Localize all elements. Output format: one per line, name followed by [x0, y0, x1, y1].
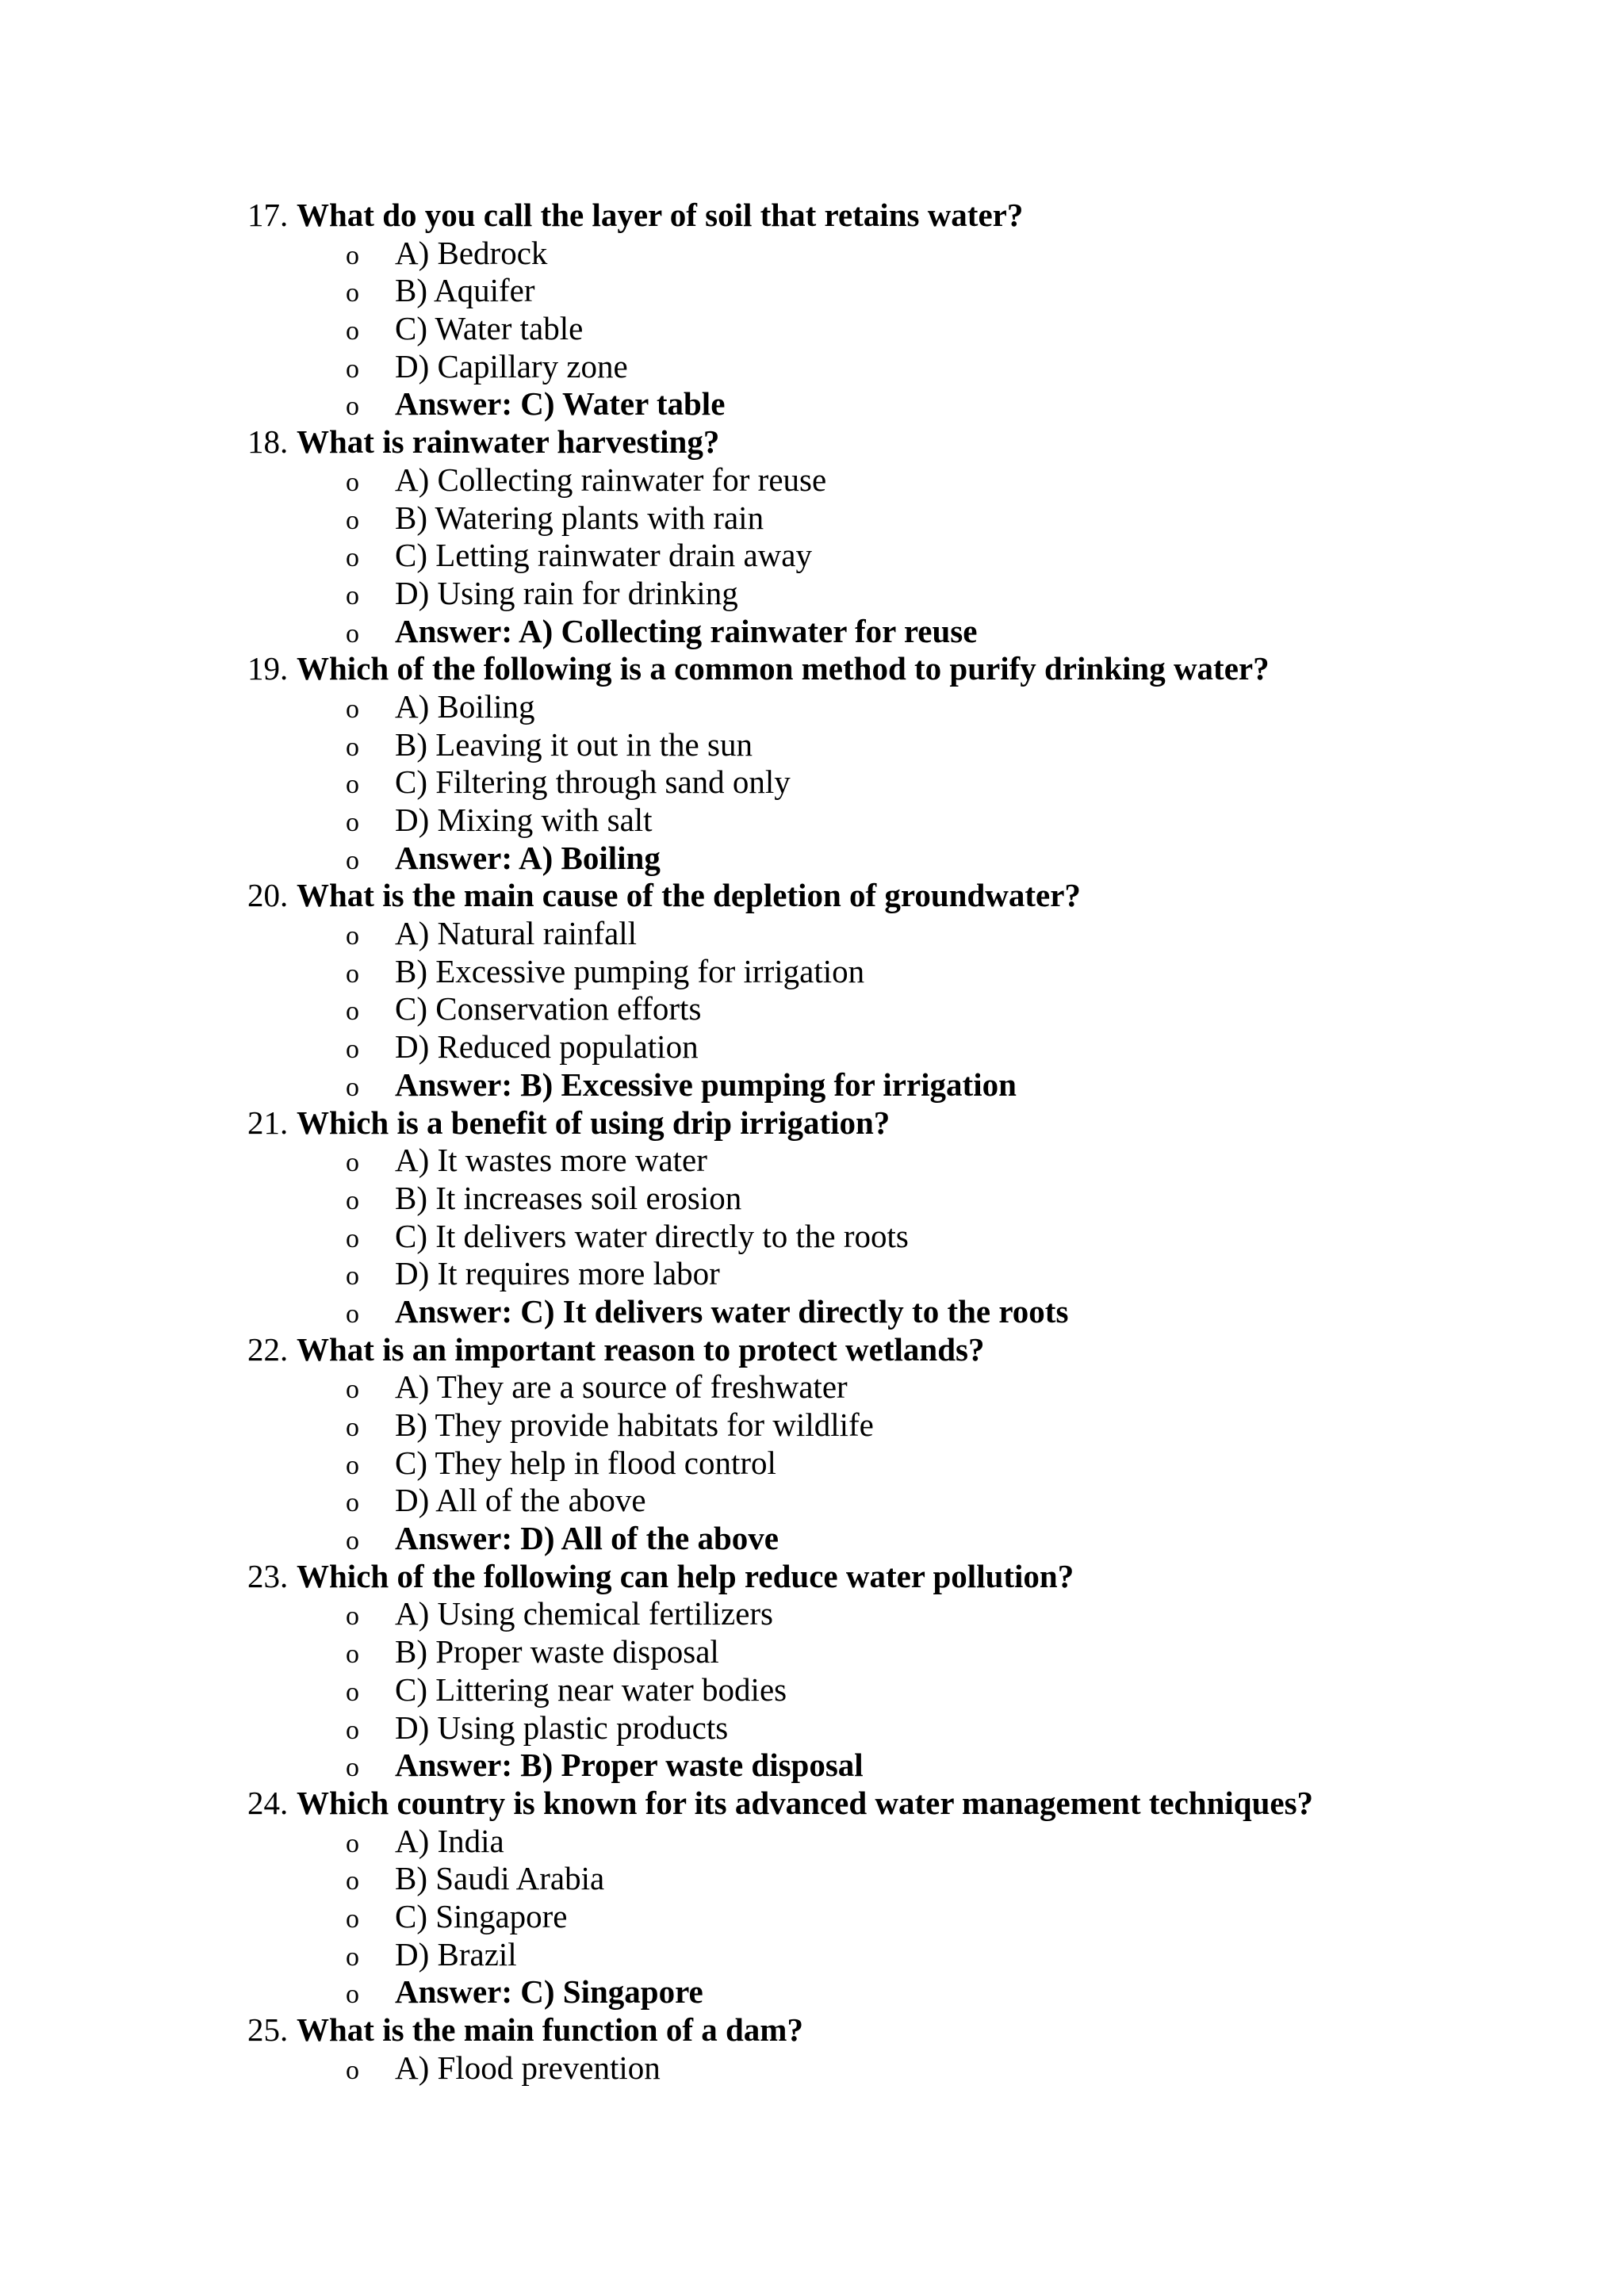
option-item: [247, 499, 1484, 538]
bullet-icon: o: [346, 1640, 359, 1670]
question-line: [247, 1331, 1484, 1369]
bullet-icon: o: [346, 1601, 359, 1632]
bullet-icon: o: [346, 770, 359, 800]
option-text: B) Aquifer: [395, 272, 535, 309]
question-block: [247, 877, 1484, 1104]
question-block: [247, 1104, 1484, 1331]
bullet-icon: o: [346, 1185, 359, 1215]
option-item: [247, 537, 1484, 575]
question-number: 18.: [247, 423, 289, 461]
option-item: [247, 802, 1484, 840]
question-number: 22.: [247, 1330, 289, 1368]
bullet-icon: o: [346, 392, 359, 422]
option-text: C) Water table: [395, 310, 584, 347]
option-item: [247, 1406, 1484, 1445]
question-block: [247, 1331, 1484, 1558]
option-item: [247, 2049, 1484, 2087]
option-text: B) Excessive pumping for irrigation: [395, 952, 865, 989]
question-list: [247, 197, 1484, 2087]
bullet-icon: o: [346, 1450, 359, 1480]
question-block: [247, 650, 1484, 877]
bullet-icon: o: [346, 808, 359, 837]
bullet-icon: o: [346, 1904, 359, 1934]
option-item: [247, 1709, 1484, 1747]
bullet-icon: o: [346, 278, 359, 308]
answer-text: Answer: C) Water table: [395, 385, 726, 423]
option-item: [247, 1445, 1484, 1483]
bullet-icon: o: [346, 732, 359, 762]
question-number: 21.: [247, 1104, 289, 1141]
bullet-icon: o: [346, 2055, 359, 2085]
option-text: D) Using rain for drinking: [395, 574, 738, 611]
option-text: A) It wastes more water: [395, 1142, 707, 1179]
option-text: C) Singapore: [395, 1897, 568, 1934]
option-text: D) Capillary zone: [395, 347, 628, 385]
option-text: B) Saudi Arabia: [395, 1860, 605, 1897]
question-number: 19.: [247, 650, 289, 687]
option-item: [247, 1255, 1484, 1293]
question-text: What do you call the layer of soil that retains water?: [297, 197, 1024, 233]
bullet-icon: o: [346, 467, 359, 497]
option-item: [247, 915, 1484, 953]
option-text: D) Using plastic products: [395, 1709, 729, 1746]
answer-item: [247, 1066, 1484, 1104]
bullet-icon: o: [346, 1753, 359, 1783]
bullet-icon: o: [346, 240, 359, 270]
question-line: [247, 1785, 1484, 1823]
option-text: C) Conservation efforts: [395, 990, 702, 1027]
question-block: [247, 2011, 1484, 2087]
option-text: D) All of the above: [395, 1482, 646, 1519]
question-text: Which country is known for its advanced water management techniques?: [297, 1784, 1314, 1821]
option-text: A) They are a source of freshwater: [395, 1368, 848, 1406]
answer-text: Answer: B) Excessive pumping for irrigation: [395, 1066, 1017, 1103]
option-item: [247, 1028, 1484, 1066]
question-text: What is the main function of a dam?: [297, 2011, 803, 2048]
question-block: [247, 1558, 1484, 1785]
question-line: [247, 1104, 1484, 1142]
question-number: 17.: [247, 197, 289, 233]
option-text: D) Mixing with salt: [395, 802, 653, 838]
option-item: [247, 575, 1484, 613]
answer-text: Answer: C) Singapore: [395, 1973, 703, 2011]
question-number: 24.: [247, 1784, 289, 1821]
bullet-icon: o: [346, 1072, 359, 1102]
option-item: [247, 348, 1484, 386]
question-block: [247, 423, 1484, 650]
answer-text: Answer: C) It delivers water directly to the roots: [395, 1292, 1069, 1330]
question-line: [247, 423, 1484, 461]
option-text: A) Boiling: [395, 687, 535, 725]
question-line: [247, 877, 1484, 915]
option-text: B) Leaving it out in the sun: [395, 725, 753, 763]
question-number: 20.: [247, 877, 289, 914]
answer-text: Answer: A) Collecting rainwater for reuse: [395, 612, 978, 649]
option-item: [247, 1936, 1484, 1974]
option-item: [247, 235, 1484, 273]
bullet-icon: o: [346, 694, 359, 724]
bullet-icon: o: [346, 580, 359, 610]
bullet-icon: o: [346, 997, 359, 1027]
option-text: C) Littering near water bodies: [395, 1670, 787, 1708]
option-list: [247, 461, 1484, 650]
answer-item: [247, 613, 1484, 651]
option-item: [247, 1180, 1484, 1218]
option-item: [247, 1595, 1484, 1633]
bullet-icon: o: [346, 959, 359, 989]
bullet-icon: o: [346, 1375, 359, 1405]
bullet-icon: o: [346, 1828, 359, 1858]
option-text: B) Proper waste disposal: [395, 1633, 719, 1670]
option-item: [247, 953, 1484, 991]
answer-item: [247, 1973, 1484, 2011]
bullet-icon: o: [346, 618, 359, 649]
question-text: Which of the following is a common method to purify drinking water?: [297, 650, 1270, 687]
option-item: [247, 726, 1484, 764]
option-list: [247, 1823, 1484, 2011]
answer-text: Answer: B) Proper waste disposal: [395, 1747, 864, 1784]
question-text: What is an important reason to protect wetlands?: [297, 1330, 985, 1368]
question-number: 25.: [247, 2011, 289, 2048]
option-item: [247, 688, 1484, 726]
option-item: [247, 272, 1484, 310]
question-line: [247, 197, 1484, 235]
option-item: [247, 1218, 1484, 1256]
answer-text: Answer: A) Boiling: [395, 839, 661, 876]
option-item: [247, 1823, 1484, 1861]
option-item: [247, 763, 1484, 802]
option-list: [247, 1595, 1484, 1784]
option-text: D) Brazil: [395, 1935, 517, 1973]
option-item: [247, 461, 1484, 499]
option-text: B) They provide habitats for wildlife: [395, 1406, 874, 1443]
question-block: [247, 197, 1484, 423]
bullet-icon: o: [346, 1866, 359, 1896]
answer-item: [247, 1293, 1484, 1331]
question-number: 23.: [247, 1557, 289, 1594]
bullet-icon: o: [346, 1677, 359, 1707]
option-item: [247, 990, 1484, 1028]
option-text: C) Filtering through sand only: [395, 763, 791, 801]
question-text: Which of the following can help reduce water pollution?: [297, 1557, 1074, 1594]
option-text: A) Flood prevention: [395, 2049, 661, 2086]
question-line: [247, 650, 1484, 688]
bullet-icon: o: [346, 1715, 359, 1745]
option-list: [247, 2049, 1484, 2087]
bullet-icon: o: [346, 1299, 359, 1329]
bullet-icon: o: [346, 354, 359, 384]
option-text: C) It delivers water directly to the roots: [395, 1217, 909, 1254]
option-list: [247, 915, 1484, 1104]
option-item: [247, 1482, 1484, 1520]
option-text: B) Watering plants with rain: [395, 499, 764, 536]
option-item: [247, 1860, 1484, 1898]
question-text: What is rainwater harvesting?: [297, 423, 720, 461]
question-line: [247, 2011, 1484, 2049]
option-text: A) Natural rainfall: [395, 915, 638, 952]
option-text: C) They help in flood control: [395, 1444, 776, 1481]
option-item: [247, 1142, 1484, 1180]
option-item: [247, 310, 1484, 348]
option-text: D) Reduced population: [395, 1028, 699, 1066]
bullet-icon: o: [346, 921, 359, 951]
bullet-icon: o: [346, 1413, 359, 1442]
answer-item: [247, 1747, 1484, 1785]
option-list: [247, 235, 1484, 423]
bullet-icon: o: [346, 1980, 359, 2010]
option-text: A) Using chemical fertilizers: [395, 1595, 774, 1632]
option-item: [247, 1633, 1484, 1671]
answer-item: [247, 385, 1484, 423]
option-list: [247, 1368, 1484, 1557]
bullet-icon: o: [346, 1035, 359, 1065]
option-text: A) Collecting rainwater for reuse: [395, 461, 827, 498]
option-text: C) Letting rainwater drain away: [395, 537, 812, 574]
answer-text: Answer: D) All of the above: [395, 1520, 779, 1557]
bullet-icon: o: [346, 505, 359, 535]
answer-item: [247, 1520, 1484, 1558]
option-text: A) Bedrock: [395, 234, 548, 271]
option-text: D) It requires more labor: [395, 1255, 720, 1292]
question-text: What is the main cause of the depletion of groundwater?: [297, 877, 1081, 914]
question-text: Which is a benefit of using drip irrigation?: [297, 1104, 891, 1141]
bullet-icon: o: [346, 1223, 359, 1253]
bullet-icon: o: [346, 845, 359, 875]
option-list: [247, 688, 1484, 877]
option-text: B) It increases soil erosion: [395, 1179, 742, 1216]
bullet-icon: o: [346, 543, 359, 573]
option-item: [247, 1368, 1484, 1406]
option-item: [247, 1898, 1484, 1936]
question-line: [247, 1558, 1484, 1596]
bullet-icon: o: [346, 1488, 359, 1518]
option-list: [247, 1142, 1484, 1330]
option-text: A) India: [395, 1822, 504, 1859]
bullet-icon: o: [346, 1942, 359, 1972]
option-item: [247, 1671, 1484, 1709]
bullet-icon: o: [346, 1526, 359, 1556]
bullet-icon: o: [346, 316, 359, 346]
question-block: [247, 1785, 1484, 2011]
answer-item: [247, 840, 1484, 878]
bullet-icon: o: [346, 1148, 359, 1178]
bullet-icon: o: [346, 1261, 359, 1292]
